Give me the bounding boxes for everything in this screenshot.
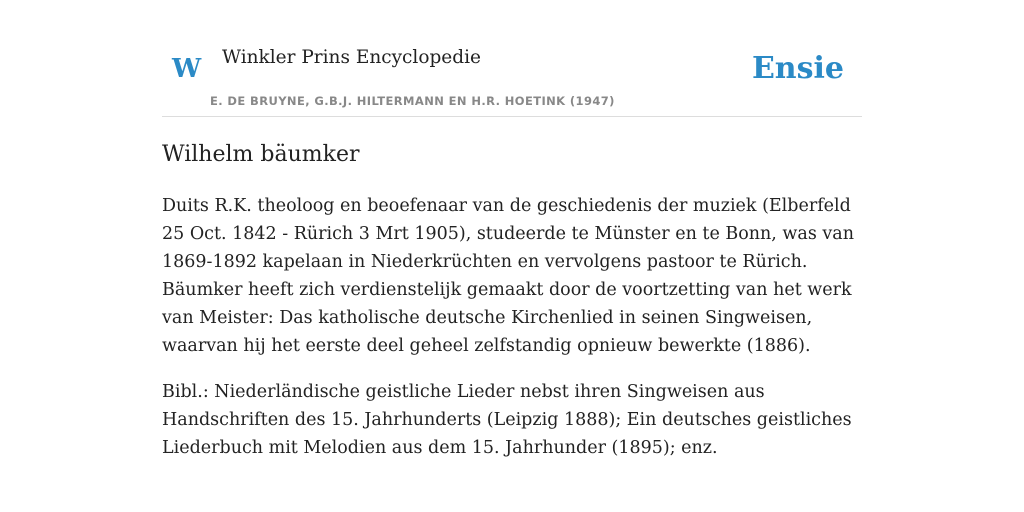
entry-title: Wilhelm bäumker — [162, 142, 360, 167]
page-container — [162, 0, 862, 458]
winkler-prins-logo[interactable]: W — [172, 54, 202, 84]
publication-title[interactable]: Winkler Prins Encyclopedie — [222, 47, 481, 68]
publication-authors: E. DE BRUYNE, G.B.J. HILTERMANN EN H.R. HOETINK (1947) — [210, 94, 615, 108]
encyclopedia-header — [162, 0, 862, 117]
entry-body — [162, 192, 862, 480]
ensie-logo[interactable]: Ensie — [751, 51, 844, 86]
entry-paragraph: Duits R.K. theoloog en beoefenaar van de geschiedenis der muziek (Elberfeld 25 Oct. 1842 - Rürich 3 Mrt 1905), studeerde te Münster en te Bonn, was van 1869-1892 kapelaan in Niederkrüchten en vervolgens pastoor te Rürich. Bäumker heeft zich verdienstelijk gemaakt door de voortzetting van het werk van Meister: Das katholische deutsche Kirchenlied in seinen Singweisen, waarvan hij het eerste deel geheel zelfstandig opnieuw bewerkte (1886). — [162, 196, 854, 356]
entry-bibliography: Bibl.: Niederländische geistliche Lieder nebst ihren Singweisen aus Handschriften des 15. Jahrhunderts (Leipzig 1888); Ein deutsches geistliches Liederbuch mit Melodien aus dem 15. Jahrhunder (1895); enz. — [162, 382, 852, 458]
